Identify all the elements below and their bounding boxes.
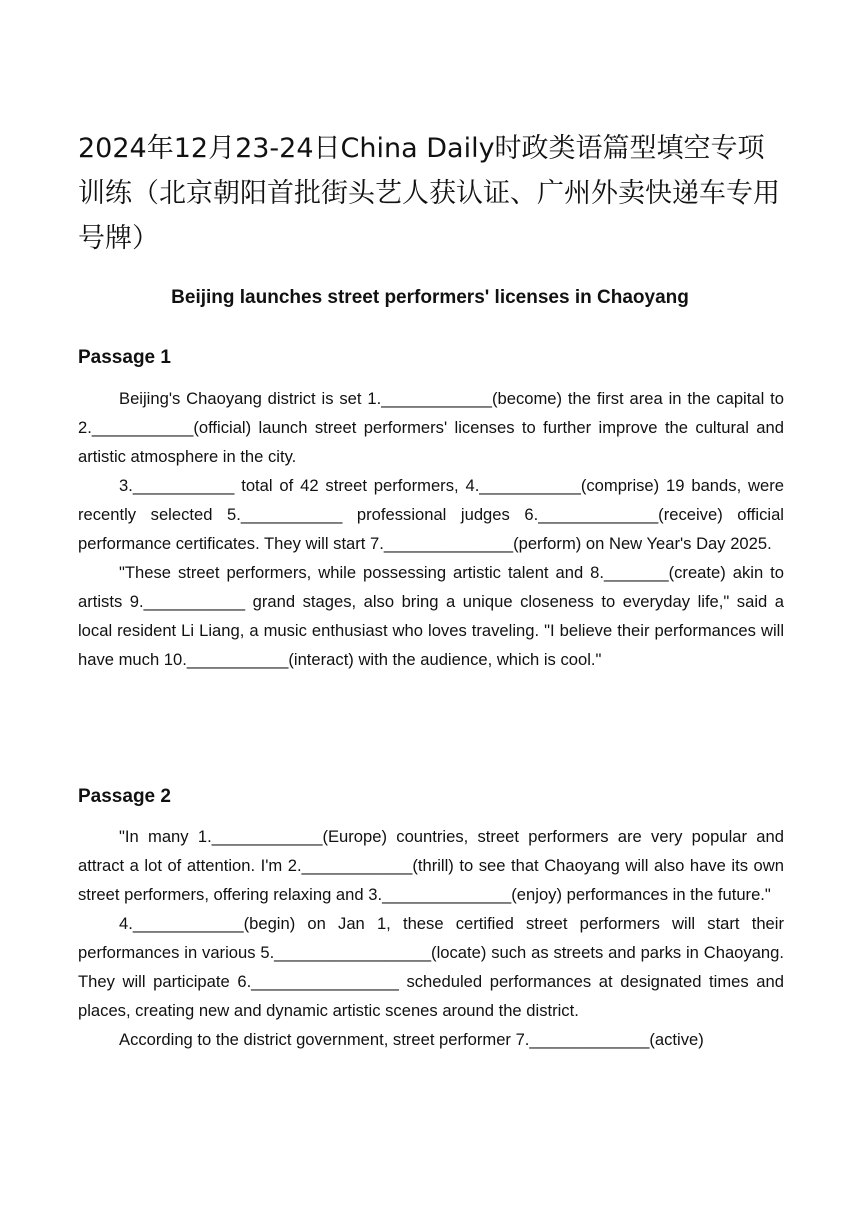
passage-1-paragraph: "These street performers, while possessing artistic talent and 8._______(create) akin to artists 9.___________ grand stages, also bring a unique closeness to everyday life," said a local resident Li Liang, a music enthusiast who loves traveling. "I believe their performances will have much 10.___________(interact) with the audience, which is cool." (78, 563, 784, 669)
document-title: 2024年12月23-24日China Daily时政类语篇型填空专项训练（北京朝阳首批街头艺人获认证、广州外卖快递车专用号牌） (78, 133, 780, 254)
passage-1-body (78, 384, 784, 674)
passage-2-body (78, 822, 784, 1054)
passage-1-paragraph: 3.___________ total of 42 street performers, 4.___________(comprise) 19 bands, were recently selected 5.___________ professional judges 6._____________(receive) official performance certificates. They will start 7.______________(perform) on New Year's Day 2025. (78, 476, 784, 553)
passage-2-heading: Passage 2 (78, 786, 171, 807)
passage-2-paragraph: "In many 1.____________(Europe) countries, street performers are very popular and attract a lot of attention. I'm 2.____________(thrill) to see that Chaoyang will also have its own street performers, offering relaxing and 3.______________(enjoy) performances in the future." (78, 827, 784, 904)
passage-1-paragraph: Beijing's Chaoyang district is set 1.____________(become) the first area in the capital to 2.___________(official) launch street performers' licenses to further improve the cultural and artistic atmosphere in the city. (78, 389, 784, 466)
passage-2-paragraph: 4.____________(begin) on Jan 1, these certified street performers will start their performances in various 5._________________(locate) such as streets and parks in Chaoyang. They will participate 6.________________ scheduled performances at designated times and places, creating new and dynamic artistic scenes around the district. (78, 914, 784, 1020)
passage-2-paragraph: According to the district government, street performer 7._____________(active) (119, 1030, 704, 1049)
passage-1-heading: Passage 1 (78, 347, 171, 368)
article-title: Beijing launches street performers' licenses in Chaoyang (171, 287, 689, 308)
